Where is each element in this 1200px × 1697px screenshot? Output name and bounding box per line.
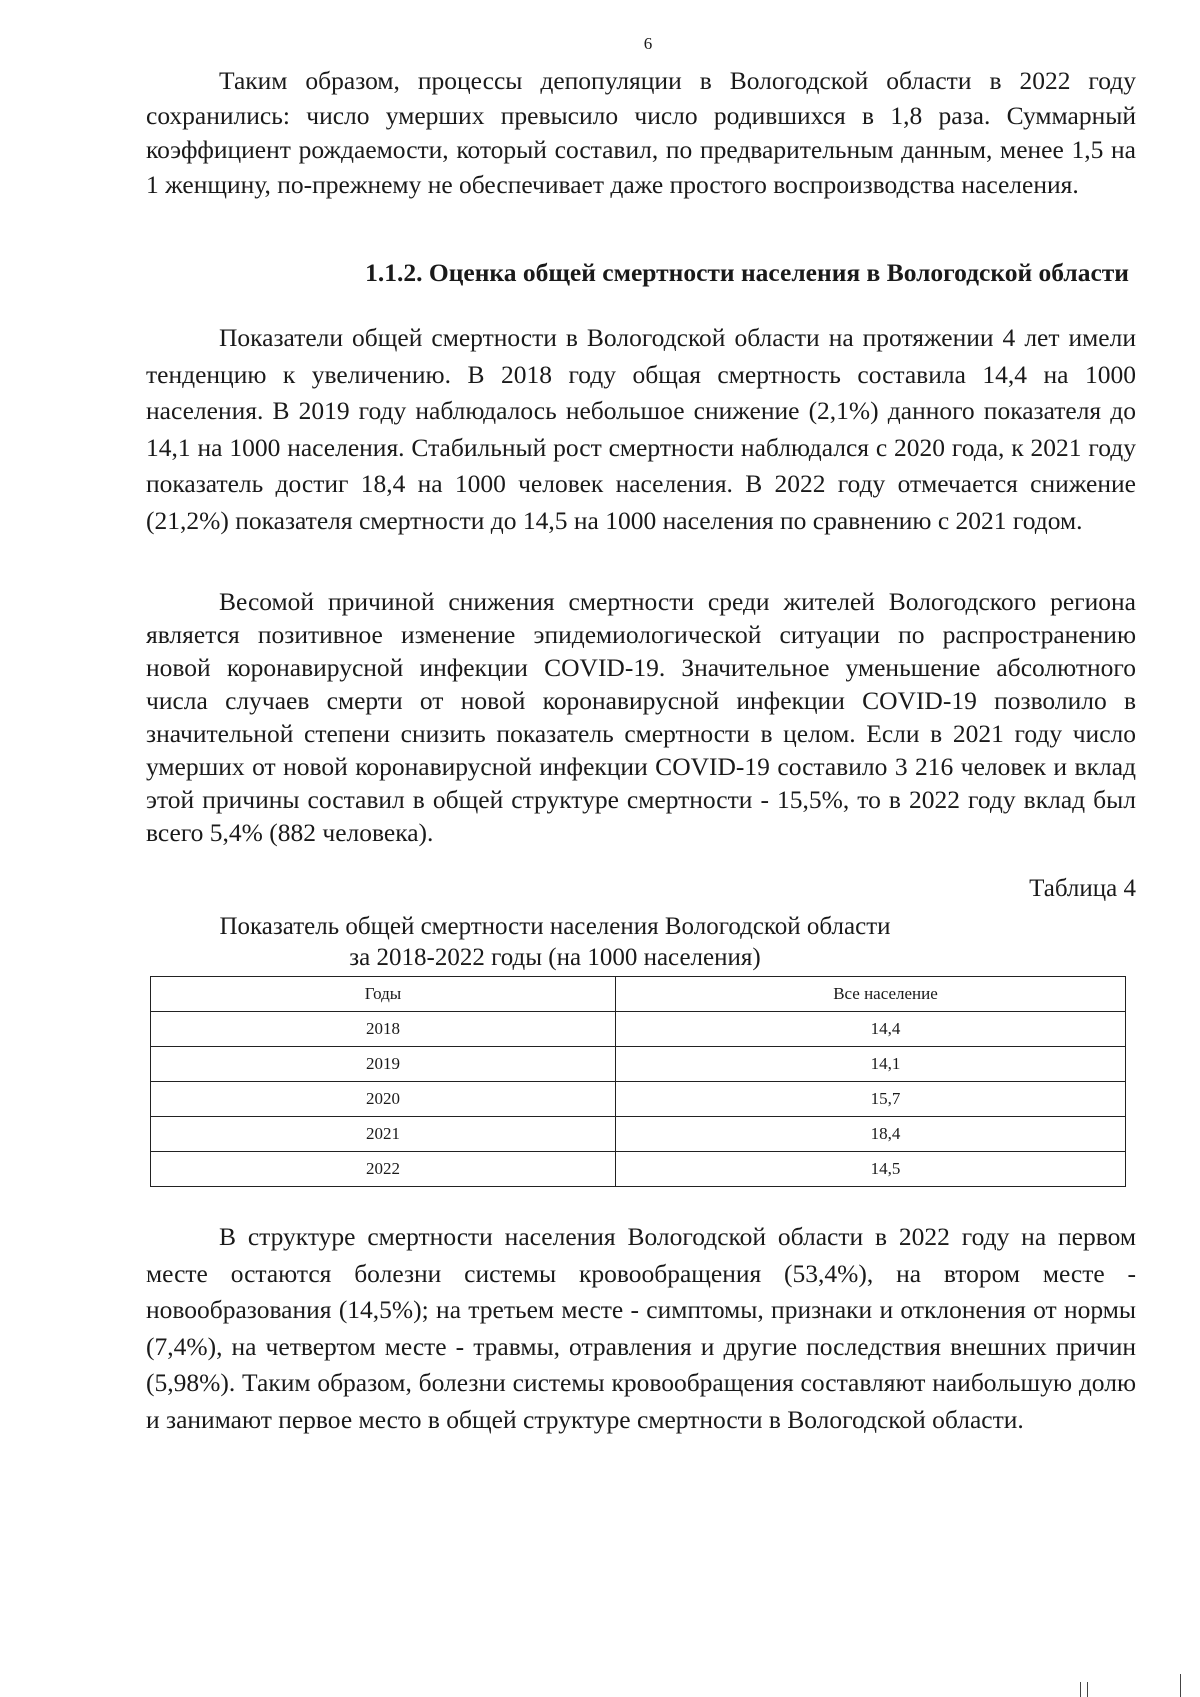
- table-caption: [60, 911, 1050, 973]
- cell-value: 14,1: [616, 1047, 1126, 1082]
- header-value: Все население: [616, 977, 1126, 1012]
- table-row: [151, 1117, 1126, 1152]
- cell-year: 2019: [151, 1047, 616, 1082]
- cell-year: 2020: [151, 1082, 616, 1117]
- cell-year: 2022: [151, 1152, 616, 1187]
- mortality-trend-paragraph: Показатели общей смертности в Вологодской области на протяжении 4 лет имели тенденцию к увеличению. В 2018 году общая смертность составила 14,4 на 1000 населения. В 2019 году наблюдалось небольшое снижение (2,1%) данного показателя до 14,1 на 1000 населения. Стабильный рост смертности наблюдался с 2020 года, к 2021 году показатель достиг 18,4 на 1000 человек населения. В 2022 году отмечается снижение (21,2%) показателя смертности до 14,5 на 1000 населения по сравнению с 2021 годом.: [146, 323, 1136, 535]
- cell-value: 14,5: [616, 1152, 1126, 1187]
- scan-edge-line: [1180, 1674, 1181, 1697]
- table-caption-line-1: Показатель общей смертности населения Вологодской области: [219, 913, 891, 940]
- scan-edge-mark: [1080, 1682, 1088, 1697]
- intro-paragraph: Таким образом, процессы депопуляции в Вологодской области в 2022 году сохранились: число умерших превысило число родившихся в 1,8 раза. Суммарный коэффициент рождаемости, который составил, по предварительным данным, менее 1,5 на 1 женщину, по-прежнему не обеспечивает даже простого воспроизводства населения.: [146, 66, 1136, 199]
- cell-value: 14,4: [616, 1012, 1126, 1047]
- mortality-table: [150, 976, 1126, 1187]
- covid-section: [146, 585, 1136, 849]
- header-year: Годы: [151, 977, 616, 1012]
- table-header-row: [151, 977, 1126, 1012]
- cell-value: 18,4: [616, 1117, 1126, 1152]
- covid-paragraph: Весомой причиной снижения смертности среди жителей Вологодского региона является позитивное изменение эпидемиологической ситуации по распространению новой коронавирусной инфекции COVID-19. Значительное уменьшение абсолютного числа случаев смерти от новой коронавирусной инфекции COVID-19 позволило в значительной степени снизить показатель смертности в целом. Если в 2021 году число умерших от новой коронавирусной инфекции COVID-19 составило 3 216 человек и вклад этой причины составил в общей структуре смертности - 15,5%, то в 2022 году вклад был всего 5,4% (882 человека).: [146, 587, 1136, 847]
- cell-value: 15,7: [616, 1082, 1126, 1117]
- table-row: [151, 1047, 1126, 1082]
- structure-section: [146, 1219, 1136, 1438]
- table-label: Таблица 4: [1029, 875, 1136, 902]
- table-row: [151, 1152, 1126, 1187]
- structure-paragraph: В структуре смертности населения Вологодской области в 2022 году на первом месте остаются болезни системы кровообращения (53,4%), на втором месте - новообразования (14,5%); на третьем месте - симптомы, признаки и отклонения от нормы (7,4%), на четвертом месте - травмы, отравления и другие последствия внешних причин (5,98%). Таким образом, болезни системы кровообращения составляют наибольшую долю и занимают первое место в общей структуре смертности в Вологодской области.: [146, 1222, 1136, 1434]
- cell-year: 2018: [151, 1012, 616, 1047]
- table-row: [151, 1012, 1126, 1047]
- table-caption-line-2: за 2018-2022 годы (на 1000 населения): [349, 944, 761, 971]
- page-number: 6: [643, 34, 653, 53]
- cell-year: 2021: [151, 1117, 616, 1152]
- table-row: [151, 1082, 1126, 1117]
- section-heading: 1.1.2. Оценка общей смертности населения в Вологодской области: [365, 258, 1129, 287]
- mortality-trend-section: [146, 320, 1136, 539]
- intro-section: [146, 64, 1136, 202]
